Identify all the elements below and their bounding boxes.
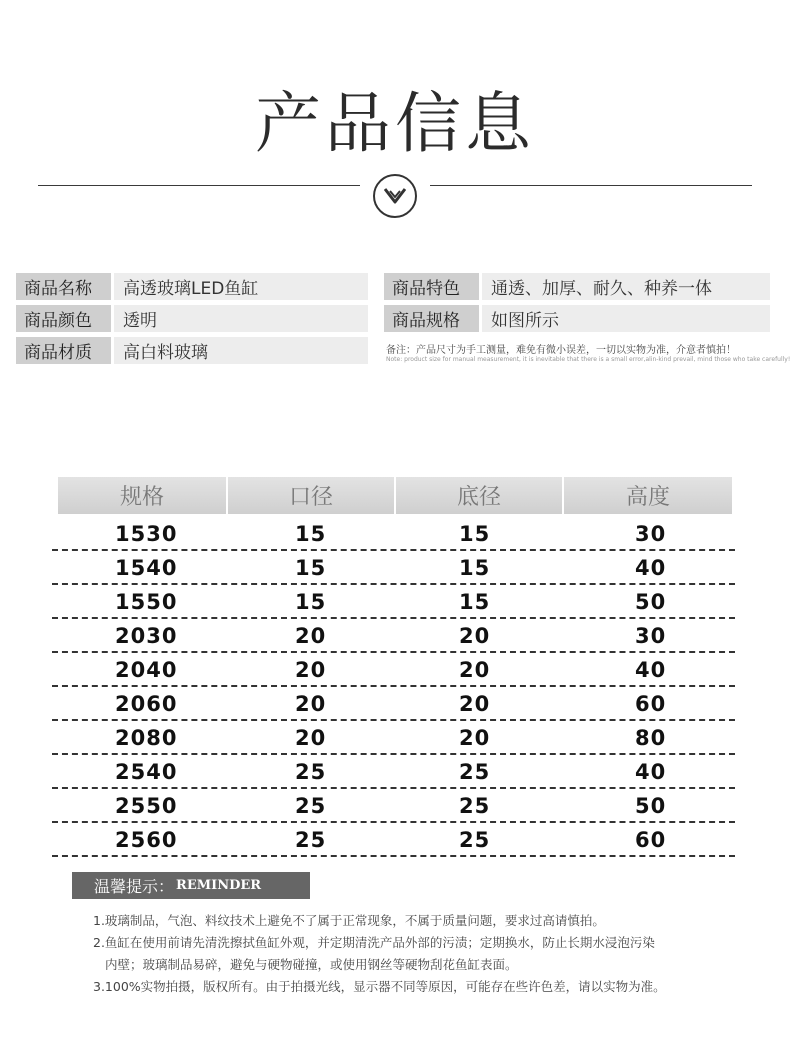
cell-height: 30 (635, 624, 667, 648)
cell-spec: 1540 (115, 556, 178, 580)
note-cn: 备注：产品尺寸为手工测量，难免有微小误差，一切以实物为准，介意者慎拍！ (386, 345, 736, 356)
cell-base: 15 (459, 590, 491, 614)
table-row (52, 653, 735, 687)
cell-diameter: 15 (295, 522, 327, 546)
cell-spec: 2560 (115, 828, 178, 852)
cell-height: 40 (635, 658, 667, 682)
table-row (52, 551, 735, 585)
cell-base: 20 (459, 726, 491, 750)
info-label: 商品材质 (16, 337, 111, 364)
cell-base: 20 (459, 624, 491, 648)
cell-diameter: 15 (295, 590, 327, 614)
tips-list (93, 910, 773, 998)
cell-height: 50 (635, 794, 667, 818)
info-label: 商品规格 (384, 305, 479, 332)
tip-item: 2.鱼缸在使用前请先清洗擦拭鱼缸外观，并定期清洗产品外部的污渍；定期换水，防止长期水浸泡污染 (93, 935, 655, 950)
info-value: 高透玻璃LED鱼缸 (111, 273, 368, 300)
cell-spec: 2550 (115, 794, 178, 818)
cell-diameter: 20 (295, 692, 327, 716)
note-en: Note: product size for manual measurement, it is inevitable that there is a small error,alin-kind prevail, mind those who take carefully! (386, 356, 790, 363)
tip-item: 3.100%实物拍摄，版权所有。由于拍摄光线，显示器不同等原因，可能存在些许色差，请以实物为准。 (93, 979, 666, 994)
cell-spec: 2040 (115, 658, 178, 682)
cell-base: 25 (459, 794, 491, 818)
cell-diameter: 25 (295, 794, 327, 818)
info-row-spec (384, 305, 770, 332)
table-row (52, 755, 735, 789)
table-header-spec: 规格 (58, 477, 226, 514)
title-divider-right (430, 185, 752, 186)
cell-height: 40 (635, 556, 667, 580)
cell-diameter: 25 (295, 828, 327, 852)
cell-base: 25 (459, 828, 491, 852)
row-divider (52, 855, 735, 857)
cell-height: 40 (635, 760, 667, 784)
title-divider-left (38, 185, 360, 186)
table-row (52, 619, 735, 653)
cell-base: 20 (459, 692, 491, 716)
info-label: 商品颜色 (16, 305, 111, 332)
page-title: 产品信息 (255, 85, 535, 162)
cell-diameter: 25 (295, 760, 327, 784)
info-value: 高白料玻璃 (111, 337, 368, 364)
reminder-label-en: REMINDER (176, 878, 262, 893)
cell-spec: 2060 (115, 692, 178, 716)
info-row-material (16, 337, 368, 364)
cell-height: 60 (635, 692, 667, 716)
chevron-down-icon (373, 174, 417, 218)
info-value: 透明 (111, 305, 368, 332)
table-header-height: 高度 (564, 477, 732, 514)
table-row (52, 823, 735, 857)
cell-base: 20 (459, 658, 491, 682)
table-row (52, 517, 735, 551)
table-header-diameter: 口径 (228, 477, 394, 514)
cell-spec: 2080 (115, 726, 178, 750)
info-label: 商品名称 (16, 273, 111, 300)
cell-diameter: 20 (295, 624, 327, 648)
reminder-label-cn: 温馨提示： (94, 877, 175, 896)
cell-spec: 2540 (115, 760, 178, 784)
info-row-color (16, 305, 368, 332)
cell-diameter: 20 (295, 726, 327, 750)
cell-height: 30 (635, 522, 667, 546)
info-row-feature (384, 273, 770, 300)
cell-base: 15 (459, 522, 491, 546)
table-row (52, 687, 735, 721)
cell-spec: 1550 (115, 590, 178, 614)
cell-spec: 1530 (115, 522, 178, 546)
info-value: 通透、加厚、耐久、种养一体 (479, 273, 770, 300)
cell-base: 15 (459, 556, 491, 580)
table-row (52, 585, 735, 619)
cell-base: 25 (459, 760, 491, 784)
tip-item: 内壁；玻璃制品易碎，避免与硬物碰撞，或使用钢丝等硬物刮花鱼缸表面。 (105, 957, 518, 972)
info-value: 如图所示 (479, 305, 770, 332)
cell-height: 50 (635, 590, 667, 614)
cell-spec: 2030 (115, 624, 178, 648)
table-row (52, 789, 735, 823)
cell-diameter: 15 (295, 556, 327, 580)
table-row (52, 721, 735, 755)
cell-height: 80 (635, 726, 667, 750)
info-row-name (16, 273, 368, 300)
reminder-banner (72, 872, 310, 899)
table-header-base: 底径 (396, 477, 562, 514)
cell-diameter: 20 (295, 658, 327, 682)
tip-item: 1.玻璃制品，气泡、料纹技术上避免不了属于正常现象，不属于质量问题，要求过高请慎拍。 (93, 913, 605, 928)
info-label: 商品特色 (384, 273, 479, 300)
cell-height: 60 (635, 828, 667, 852)
